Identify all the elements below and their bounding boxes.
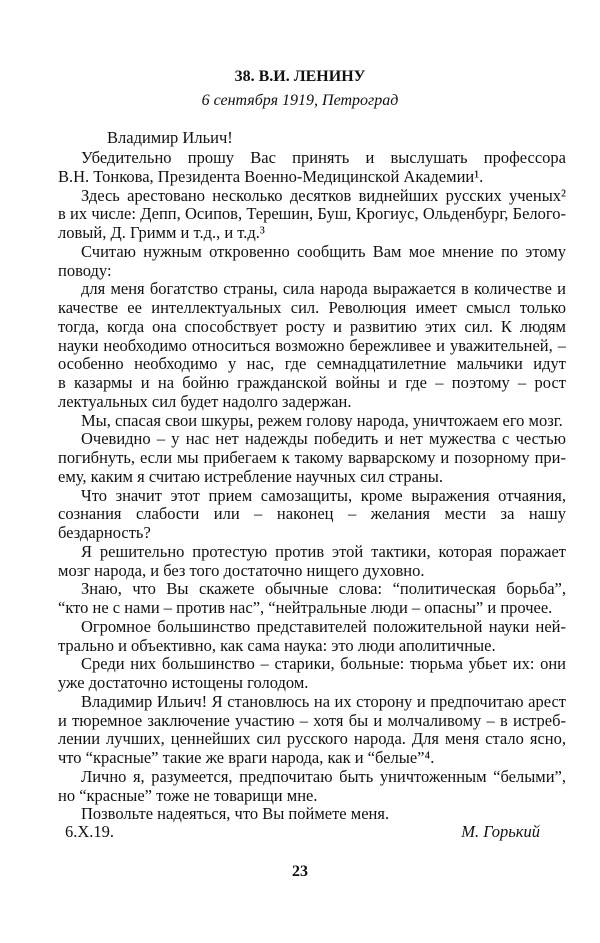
text-line: Позвольте надеяться, что Вы поймете меня. [81, 804, 390, 824]
paragraph [58, 487, 566, 543]
text-line: Убедительно прошу Вас принять и выслушать профессора [81, 149, 566, 167]
text-line: лектуальных сил будет надолго задержан. [58, 391, 352, 411]
paragraph [58, 693, 566, 768]
text-line: Я решительно протестую против этой тактики, которая поражает [81, 542, 566, 561]
paragraph [58, 580, 566, 618]
text-line: поводу: [58, 260, 112, 280]
text-line: погибнуть, если мы прибегаем к такому варварскому и позорному при- [58, 449, 566, 467]
letter-dateline: 6 сентября 1919, Петроград [201, 92, 399, 109]
text-line: Очевидно – у нас нет надежды победить и нет мужества с честью [81, 430, 566, 449]
text-line: трально и объективно, как сама наука: это люди аполитичные. [58, 635, 496, 655]
text-line: науки необходимо относиться возможно бережливее и уважительней, – [58, 336, 566, 355]
closing-date: 6.X.19. [65, 822, 115, 841]
paragraph [58, 430, 566, 486]
page-number: 23 [292, 863, 308, 880]
text-line: ему, каким я считаю истребление научных сил страны. [58, 466, 443, 486]
signature: М. Горький [461, 822, 540, 841]
text-line: уже достаточно истощены голодом. [58, 673, 309, 692]
text-line: Здесь арестовано несколько десятков виднейших русских ученых² [81, 186, 566, 205]
letter-body [58, 149, 566, 824]
text-line: качестве ее интеллектуальных сил. Революция имеет смысл только [58, 299, 566, 317]
text-line: Знаю, что Вы скажете обычные слова: “политическая борьба”, [81, 580, 566, 599]
paragraph [58, 412, 566, 431]
paragraph [58, 618, 566, 656]
text-line: ловый, Д. Гримм и т.д., и т.д.³ [58, 223, 265, 242]
text-line: для меня богатство страны, сила народа выражается в количестве и [81, 280, 566, 299]
paragraph [58, 243, 566, 281]
letter-heading: 38. В.И. ЛЕНИНУ [234, 68, 366, 85]
text-line: Что значит этот прием самозащиты, кроме выражения отчаяния, [81, 486, 566, 505]
text-line: особенно необходимо у нас, где семнадцатилетние мальчики идут [58, 355, 566, 374]
paragraph [58, 280, 566, 411]
paragraph [58, 187, 566, 243]
paragraph [58, 149, 566, 187]
text-line: Считаю нужным откровенно сообщить Вам мое мнение по этому [81, 242, 566, 261]
text-line: в казармы и на бойню гражданской войны и где – поэтому – рост [58, 374, 566, 392]
paragraph [58, 768, 566, 806]
text-line: Владимир Ильич! Я становлюсь на их сторону и предпочитаю арест [81, 692, 566, 711]
text-line: но “красные” тоже не товарищи мне. [58, 785, 318, 805]
text-line: Среди них большинство – старики, больные: тюрьма убьет их: они [81, 655, 566, 674]
text-line: Мы, спасая свои шкуры, режем голову народа, уничтожаем его мозг. [81, 410, 563, 430]
text-line: в их числе: Депп, Осипов, Терешин, Буш, Крогиус, Ольденбург, Белого- [58, 205, 566, 224]
text-line: лении лучших, ценнейших сил русского народа. Для меня стало ясно, [58, 730, 566, 749]
salutation: Владимир Ильич! [107, 128, 233, 147]
paragraph [58, 543, 566, 581]
text-line: сознания слабости или – наконец – желания мести за нашу [58, 505, 566, 524]
text-line: тогда, когда она способствует росту и развитию этих сил. К людям [58, 317, 566, 336]
text-line: Огромное большинство представителей положительной науки ней- [81, 617, 566, 636]
text-line: что “красные” такие же враги народа, как и “белые”⁴. [58, 748, 435, 767]
text-line: мозг народа, и без того достаточно нищего духовно. [58, 560, 425, 580]
text-line: В.Н. Тонкова, Президента Военно-Медицинской Академии¹. [58, 166, 484, 186]
text-line: Лично я, разумеется, предпочитаю быть уничтоженным “белыми”, [81, 767, 566, 786]
paragraph [58, 655, 566, 693]
text-line: “кто не с нами – против нас”, “нейтральные люди – опасны” и прочее. [58, 598, 553, 617]
text-line: бездарность? [58, 523, 151, 542]
text-line: и тюремное заключение участию – хотя бы и молчаливому – в истреб- [58, 711, 566, 730]
